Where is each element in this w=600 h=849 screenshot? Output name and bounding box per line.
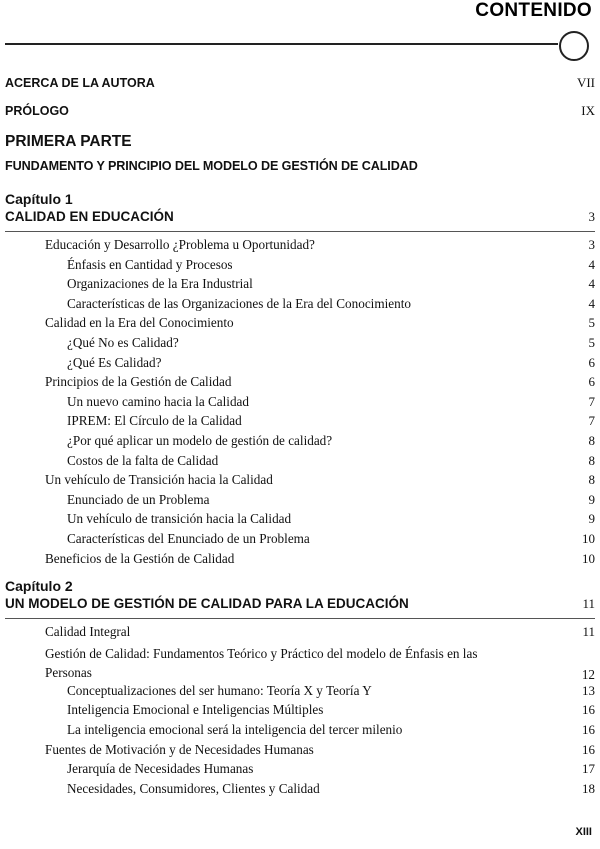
chapter-label: Capítulo 1 <box>5 191 73 207</box>
toc-page-number: 5 <box>588 334 595 350</box>
toc-entry-text: Jerarquía de Necesidades Humanas <box>67 761 254 777</box>
toc-entry-text: Organizaciones de la Era Industrial <box>67 276 253 292</box>
toc-entry-text: ¿Qué Es Calidad? <box>67 354 162 370</box>
toc-entry <box>5 394 595 414</box>
toc-entry <box>5 296 595 316</box>
toc-page-number: 11 <box>582 596 595 612</box>
toc-page-number: 7 <box>588 413 595 429</box>
toc-page-number: 9 <box>588 511 595 527</box>
toc-entry <box>5 531 595 551</box>
toc-page-number: IX <box>581 103 595 118</box>
toc-page-number: 10 <box>582 530 595 546</box>
toc-entry-text: Educación y Desarrollo ¿Problema u Oportunidad? <box>45 237 315 252</box>
toc-entry <box>5 722 595 742</box>
toc-page-number: 4 <box>588 256 595 272</box>
page-title: CONTENIDO <box>475 0 592 21</box>
chapter-label: Capítulo 2 <box>5 578 73 595</box>
toc-page-number: 3 <box>588 237 595 252</box>
toc-page-number: 4 <box>588 295 595 311</box>
toc-entry-text: Énfasis en Cantidad y Procesos <box>67 256 233 272</box>
toc-entry-text: ¿Por qué aplicar un modelo de gestión de calidad? <box>67 432 333 448</box>
toc-entry <box>5 551 595 571</box>
toc-entry <box>5 683 595 703</box>
toc-entry-text: IPREM: El Círculo de la Calidad <box>67 413 242 429</box>
toc-page-number: 10 <box>582 550 595 566</box>
toc-entry-text: Un nuevo camino hacia la Calidad <box>67 393 249 409</box>
toc-page-number: 16 <box>582 702 595 718</box>
page-number: XIII <box>575 826 592 838</box>
toc-page-number: 6 <box>588 354 595 370</box>
toc-entry-text: Un vehículo de transición hacia la Calidad <box>67 511 292 527</box>
toc-entry <box>5 433 595 453</box>
toc-page-number: 3 <box>588 209 595 224</box>
toc-entry <box>5 742 595 762</box>
toc-page-number: 8 <box>588 432 595 448</box>
toc-entry <box>5 511 595 531</box>
toc-page-number: 16 <box>582 741 595 757</box>
toc-page-number: 8 <box>588 452 595 468</box>
toc-entry-text: Fuentes de Motivación y de Necesidades Humanas <box>45 741 314 757</box>
toc-front-item <box>5 103 595 125</box>
toc-entry-text: Calidad en la Era del Conocimiento <box>45 315 234 331</box>
toc-entry-text: Características del Enunciado de un Problema <box>67 530 310 546</box>
toc-entry <box>5 781 595 801</box>
toc-entry <box>5 453 595 473</box>
part-subtitle: FUNDAMENTO Y PRINCIPIO DEL MODELO DE GESTIÓN DE CALIDAD <box>5 159 418 173</box>
header-circle-ornament <box>559 31 589 61</box>
toc-entry-text: Necesidades, Consumidores, Clientes y Calidad <box>67 780 320 796</box>
toc-page-number: 7 <box>588 393 595 409</box>
chapter-rule <box>5 231 595 232</box>
toc-entry-text: La inteligencia emocional será la inteligencia del tercer milenio <box>67 722 403 738</box>
chapter-title-row <box>5 209 595 231</box>
toc-entry-text: Inteligencia Emocional e Inteligencias Múltiples <box>67 702 324 718</box>
toc-page-number: 9 <box>588 491 595 507</box>
toc-page-number: 12 <box>581 666 595 682</box>
chapter-title-row <box>5 596 595 618</box>
toc-entry <box>5 761 595 781</box>
toc-front-item <box>5 75 595 97</box>
toc-front-title: PRÓLOGO <box>5 104 69 118</box>
toc-entry <box>5 276 595 296</box>
toc-entry <box>5 355 595 375</box>
toc-entry-text: Características de las Organizaciones de la Era del Conocimiento <box>67 295 411 311</box>
chapter-rule <box>5 618 595 619</box>
toc-entry <box>5 413 595 433</box>
toc-entry-text: Enunciado de un Problema <box>67 491 210 507</box>
toc-page-number: 11 <box>582 624 595 640</box>
toc-entry <box>5 492 595 512</box>
toc-page-number: 13 <box>582 682 595 698</box>
toc-page-number: 17 <box>582 761 595 777</box>
toc-entry-text: Costos de la falta de Calidad <box>67 452 219 468</box>
toc-entry-text: ¿Qué No es Calidad? <box>67 334 179 350</box>
chapter-title: CALIDAD EN EDUCACIÓN <box>5 209 174 224</box>
toc-page-number: 16 <box>582 722 595 738</box>
toc-entry-text: Conceptualizaciones del ser humano: Teoría X y Teoría Y <box>67 682 372 698</box>
toc-page-number: 8 <box>588 472 595 488</box>
toc-entry <box>5 237 595 257</box>
toc-entry <box>5 257 595 277</box>
toc-entry-text: Calidad Integral <box>45 624 131 640</box>
toc-page-number: 4 <box>588 276 595 292</box>
chapter-title: UN MODELO DE GESTIÓN DE CALIDAD PARA LA EDUCACIÓN <box>5 596 409 612</box>
table-of-contents <box>5 75 595 800</box>
toc-entry <box>5 472 595 492</box>
toc-entry-text: Beneficios de la Gestión de Calidad <box>45 550 235 566</box>
toc-entry <box>5 374 595 394</box>
toc-entry-text: Gestión de Calidad: Fundamentos Teórico y Práctico del modelo de Énfasis en las Personas <box>45 645 478 681</box>
toc-entry <box>5 702 595 722</box>
toc-page-number: 6 <box>588 374 595 390</box>
header-rule <box>5 43 558 45</box>
part-title: PRIMERA PARTE <box>5 133 132 150</box>
toc-page-number: 18 <box>582 780 595 796</box>
toc-entry <box>5 335 595 355</box>
toc-entry <box>5 315 595 335</box>
toc-page-number: 5 <box>588 315 595 331</box>
toc-front-title: ACERCA DE LA AUTORA <box>5 76 155 90</box>
toc-page-number: VII <box>576 75 595 90</box>
toc-entry-text: Un vehículo de Transición hacia la Calidad <box>45 472 273 488</box>
toc-entry-text: Principios de la Gestión de Calidad <box>45 374 232 390</box>
toc-entry <box>5 624 595 644</box>
toc-entry <box>5 644 595 683</box>
